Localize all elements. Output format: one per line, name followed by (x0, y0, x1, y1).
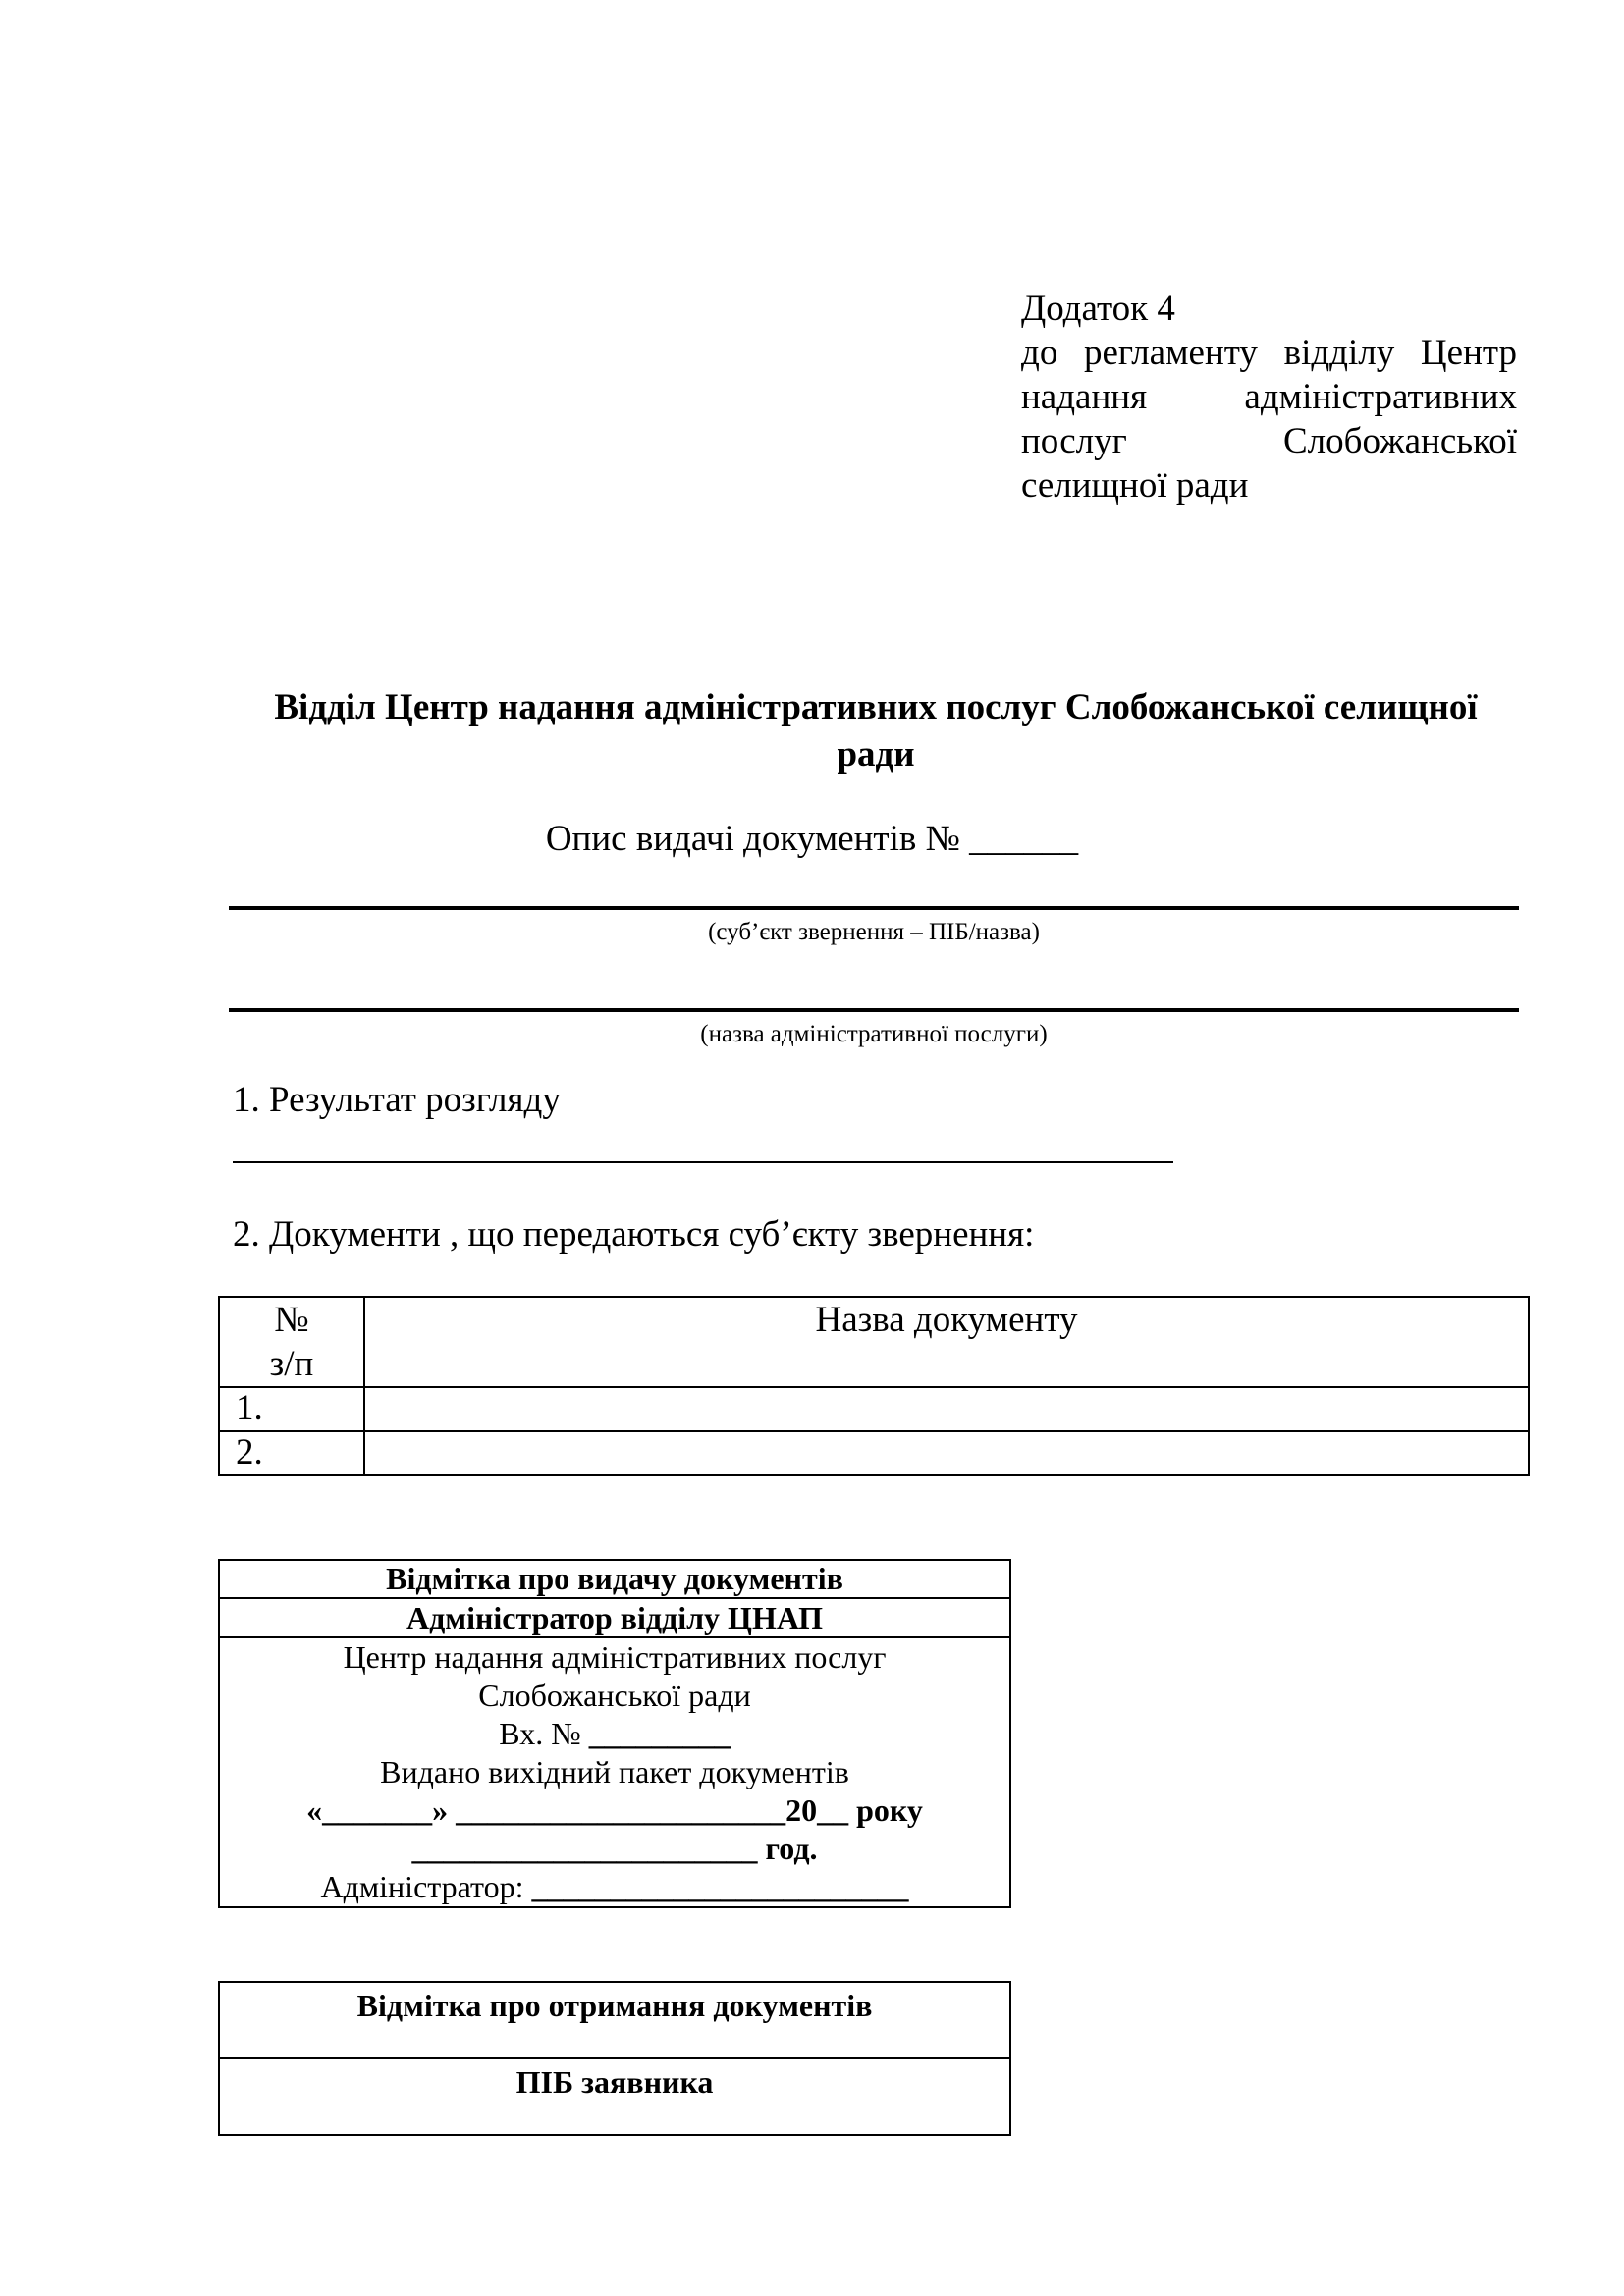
table-row (219, 1387, 1529, 1431)
applicant-name-cell[interactable]: ПІБ заявника (219, 2058, 1010, 2135)
subject-fill-line[interactable] (229, 906, 1519, 910)
row-number: 1. (219, 1387, 364, 1431)
receipt-stamp-title: Відмітка про отримання документів (219, 1982, 1010, 2058)
heading-line: ради (837, 734, 915, 774)
administrator-label: Адміністратор: (320, 1869, 532, 1904)
heading-line: Відділ Центр надання адміністративних послуг Слобожанської селищної (274, 687, 1478, 727)
section-documents: 2. Документи , що передаються суб’єкту звернення: (233, 1214, 1035, 1255)
stamp-line: Слобожанської ради (478, 1678, 751, 1713)
annex-line: послуг Слобожанської (1021, 421, 1517, 461)
header-name: Назва документу (815, 1300, 1078, 1340)
result-fill-line[interactable] (233, 1161, 1173, 1163)
incoming-number-line (220, 1715, 1009, 1753)
administrator-field[interactable]: ________________________ (531, 1869, 909, 1904)
section-result: 1. Результат розгляду (233, 1080, 561, 1120)
issue-stamp-admin-title: Адміністратор відділу ЦНАП (219, 1598, 1010, 1637)
annex-title: Додаток 4 (1021, 289, 1175, 329)
subject-caption: (суб’єкт звернення – ПІБ/назва) (708, 919, 1040, 945)
service-caption: (назва адміністративної послуги) (700, 1021, 1048, 1047)
annex-line: селищної ради (1021, 465, 1249, 506)
incoming-number-label: Вх. № (499, 1716, 589, 1751)
incoming-number-field[interactable]: _________ (588, 1716, 731, 1751)
description-title: Опис видачі документів № ______ (545, 819, 1079, 859)
header-name-cell (364, 1297, 1529, 1387)
stamp-line: Видано вихідний пакет документів (380, 1754, 849, 1789)
header-number-line: № (274, 1300, 309, 1340)
table-row (219, 1431, 1529, 1475)
documents-table (218, 1296, 1530, 1476)
annex-line: до регламенту відділу Центр (1021, 333, 1517, 373)
issue-stamp-title: Відмітка про видачу документів (219, 1560, 1010, 1598)
issue-stamp-table (218, 1559, 1011, 1908)
header-number-line: з/п (269, 1344, 314, 1384)
row-number: 2. (219, 1431, 364, 1475)
annex-line: надання адміністративних (1021, 377, 1517, 417)
service-fill-line[interactable] (229, 1008, 1519, 1012)
issue-date-field[interactable]: «_______» _____________________20__ року (306, 1792, 923, 1828)
issue-stamp-body (219, 1637, 1010, 1907)
header-number-cell (219, 1297, 364, 1387)
row-name-cell[interactable] (364, 1431, 1529, 1475)
issue-time-field[interactable]: ______________________ год. (411, 1831, 818, 1866)
administrator-line (220, 1868, 1009, 1906)
row-name-cell[interactable] (364, 1387, 1529, 1431)
table-header-row (219, 1297, 1529, 1387)
stamp-line: Центр надання адміністративних послуг (343, 1639, 887, 1675)
annex-note (1021, 287, 1517, 507)
receipt-stamp-table (218, 1981, 1011, 2136)
document-heading (228, 684, 1524, 778)
